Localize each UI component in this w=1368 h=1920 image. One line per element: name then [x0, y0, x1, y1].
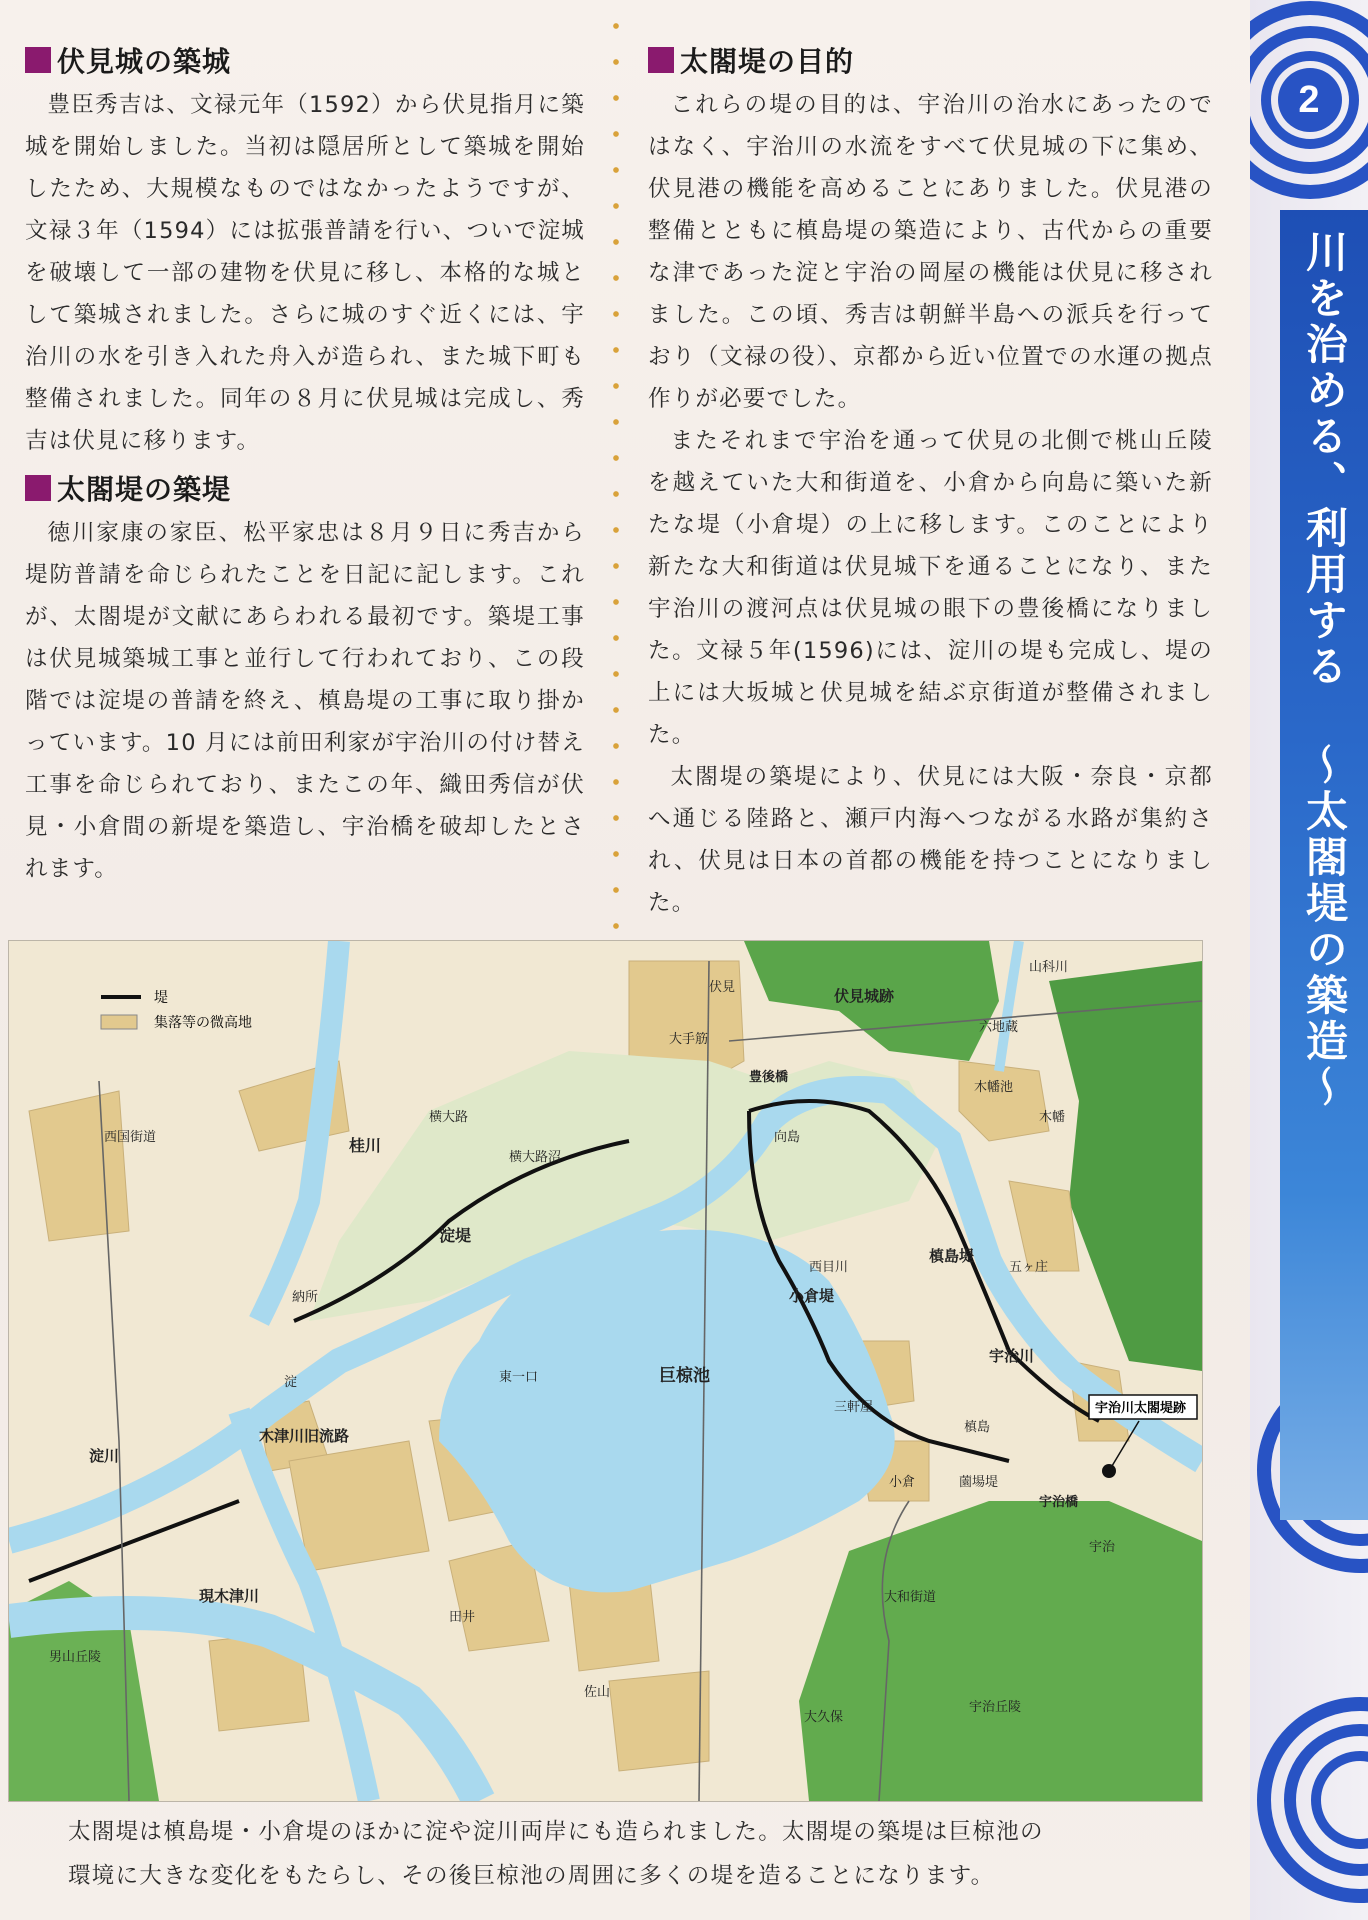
label-taii: 田井	[449, 1610, 476, 1625]
left-column	[25, 40, 585, 890]
label-yodo: 淀	[284, 1375, 298, 1390]
label-ogura-pond: 巨椋池	[659, 1366, 710, 1386]
label-rokujizo: 六地蔵	[979, 1020, 1019, 1035]
section-heading-purpose	[648, 40, 1213, 80]
heading-square-icon	[648, 47, 674, 73]
heading-text: 太閤堤の目的	[680, 45, 855, 78]
label-gokasho: 五ヶ庄	[1009, 1260, 1049, 1275]
caption-line-2: 環境に大きな変化をもたらし、その後巨椋池の周囲に多くの堤を造ることになります。	[68, 1863, 995, 1889]
section-heading-taiko-embankment	[25, 468, 585, 508]
label-sangenya: 三軒屋	[834, 1400, 874, 1415]
label-uji-hills: 宇治丘陵	[969, 1700, 1022, 1715]
sidebar-title: 川を治める、利用する ～太閤堤の築造～	[1300, 230, 1349, 1111]
label-makishima-tsutsumi: 槙島堤	[929, 1247, 975, 1265]
label-nosho: 納所	[292, 1290, 319, 1305]
label-maeba: 薗場堤	[959, 1475, 999, 1490]
heading-square-icon	[25, 475, 51, 501]
label-higashiichiguchi: 東一口	[499, 1370, 539, 1385]
caption-line-1: 太閤堤は槙島堤・小倉堤のほかに淀や淀川両岸にも造られました。太閤堤の築堤は巨椋池の	[68, 1819, 1044, 1845]
label-yamato: 大和街道	[884, 1590, 937, 1605]
label-kohata-pond: 木幡池	[974, 1080, 1014, 1095]
column-divider-dots	[613, 0, 619, 930]
legend-line-label: 堤	[154, 990, 168, 1006]
heading-square-icon	[25, 47, 51, 73]
label-nishimegawa: 西目川	[809, 1260, 849, 1275]
label-katsuragawa: 桂川	[349, 1136, 382, 1155]
label-yokoojiro: 横大路	[429, 1110, 469, 1125]
label-otesuji: 大手筋	[669, 1032, 709, 1047]
label-ujigawa: 宇治川	[989, 1347, 1035, 1365]
historical-map	[8, 940, 1203, 1802]
label-kizu-old: 木津川旧流路	[259, 1427, 350, 1445]
paragraph-purpose-3: 太閤堤の築堤により、伏見には大阪・奈良・京都へ通じる陸路と、瀬戸内海へつながる水路が集約され、伏見は日本の首都の機能を持つことになりました。	[648, 764, 1213, 916]
label-yokooji-numa: 横大路沼	[509, 1150, 562, 1165]
map-svg	[9, 941, 1202, 1801]
label-yodo-tsutsumi: 淀堤	[439, 1226, 472, 1245]
label-fushimi: 伏見	[709, 980, 736, 995]
section-heading-fushimi-castle	[25, 40, 585, 80]
label-ogura-tsutsumi: 小倉堤	[789, 1287, 835, 1305]
label-saigoku: 西国街道	[104, 1130, 157, 1145]
label-makishima: 槙島	[964, 1420, 991, 1435]
right-sidebar	[1250, 0, 1368, 1920]
legend-area-label: 集落等の微高地	[154, 1015, 252, 1031]
paragraph-taiko-embankment: 徳川家康の家臣、松平家忠は８月９日に秀吉から堤防普請を命じられたことを日記に記します。これが、太閤堤が文献にあらわれる最初です。築堤工事は伏見城築城工事と並行して行われており、この段階では淀堤の普請を終え、槙島堤の工事に取り掛かっています。10 月には前田利家が宇治川の付け替え工事を命じられており、またこの年、織田秀信が伏見・小倉間の新堤を築造し、宇治橋を破却したとされます。	[25, 520, 585, 882]
heading-text: 太閤堤の築堤	[57, 473, 232, 506]
label-kohata: 木幡	[1039, 1110, 1066, 1125]
legend-area-swatch	[101, 1015, 137, 1029]
map-caption	[68, 1810, 1168, 1898]
label-fushimi-castle: 伏見城跡	[834, 987, 895, 1005]
paragraph-fushimi-castle: 豊臣秀吉は、文禄元年（1592）から伏見指月に築城を開始しました。当初は隠居所として築城を開始したため、大規模なものではなかったようですが、文禄３年（1594）には拡張普請を行い、ついで淀城を破壊して一部の建物を伏見に移し、本格的な城として築城されました。さらに城のすぐ近くには、宇治川の水を引き入れた舟入が造られ、また城下町も整備されました。同年の８月に伏見城は完成し、秀吉は伏見に移ります。	[25, 92, 585, 454]
paragraph-purpose-2: またそれまで宇治を通って伏見の北側で桃山丘陵を越えていた大和街道を、小倉から向島に築いた新たな堤（小倉堤）の上に移します。このことにより新たな大和街道は伏見城下を通ることになり、また宇治川の渡河点は伏見城の眼下の豊後橋になりました。文禄５年(1596)には、淀川の堤も完成し、堤の上には大坂城と伏見城を結ぶ京街道が整備されました。	[648, 428, 1213, 748]
label-uji: 宇治	[1089, 1540, 1116, 1555]
label-yamashina: 山科川	[1029, 960, 1069, 975]
label-mukaijima: 向島	[774, 1130, 801, 1145]
right-column	[648, 40, 1213, 924]
label-otokoyama: 男山丘陵	[49, 1650, 102, 1665]
label-site: 宇治川太閤堤跡	[1095, 1401, 1187, 1416]
heading-text: 伏見城の築城	[57, 45, 232, 78]
label-bungobashi: 豊後橋	[749, 1070, 789, 1085]
label-sayama: 佐山	[584, 1685, 611, 1700]
label-kizu-now: 現木津川	[199, 1587, 260, 1605]
page-number: 2	[1298, 78, 1320, 121]
label-yodogawa: 淀川	[89, 1447, 120, 1465]
paragraph-purpose-1: これらの堤の目的は、宇治川の治水にあったのではなく、宇治川の水流をすべて伏見城の下に集め、伏見港の機能を高めることにありました。伏見港の整備とともに槙島堤の築造により、古代からの重要な津であった淀と宇治の岡屋の機能は伏見に移されました。この頃、秀吉は朝鮮半島への派兵を行っており（文禄の役）、京都から近い位置での水運の拠点作りが必要でした。	[648, 92, 1213, 412]
label-ujibashi: 宇治橋	[1039, 1495, 1079, 1510]
label-okubo: 大久保	[804, 1710, 844, 1725]
label-ogura: 小倉	[889, 1475, 916, 1490]
